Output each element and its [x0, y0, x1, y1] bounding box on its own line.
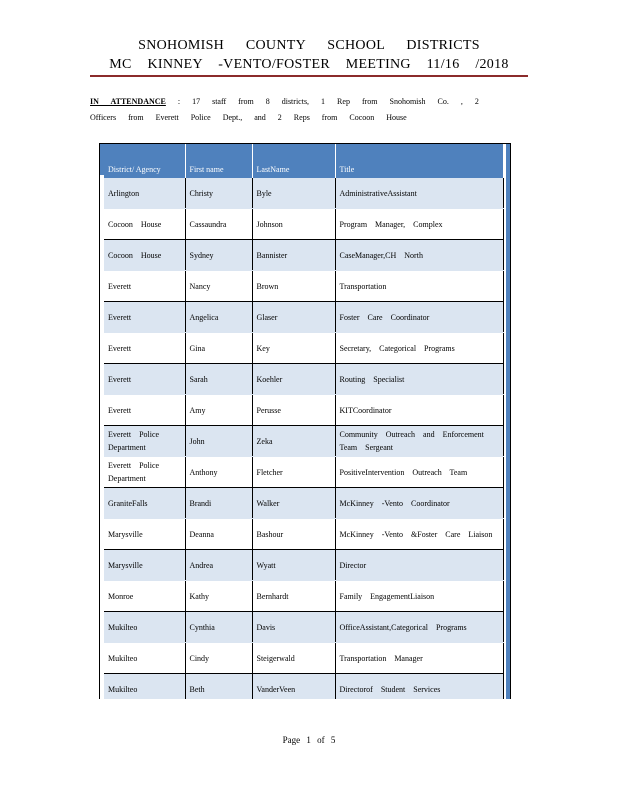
cell-district: Mukilteo: [104, 674, 185, 700]
table-row: [104, 488, 503, 519]
cell-last-name: Fletcher: [252, 457, 335, 488]
cell-last-name: Walker: [252, 488, 335, 519]
attendance-paragraph: [90, 94, 510, 126]
cell-title: Directorof Student Services: [335, 674, 503, 700]
cell-title: Transportation: [335, 271, 503, 302]
cell-title: KITCoordinator: [335, 395, 503, 426]
cell-first-name: Beth: [185, 674, 252, 700]
cell-last-name: Bannister: [252, 240, 335, 271]
cell-district: Mukilteo: [104, 643, 185, 674]
cell-last-name: Brown: [252, 271, 335, 302]
cell-first-name: Angelica: [185, 302, 252, 333]
page-number: Page 1 of 5: [282, 735, 336, 745]
cell-first-name: Cassaundra: [185, 209, 252, 240]
table-row: [104, 395, 503, 426]
cell-district: Marysville: [104, 550, 185, 581]
cell-last-name: Davis: [252, 612, 335, 643]
cell-last-name: Johnson: [252, 209, 335, 240]
cell-title: Program Manager, Complex: [335, 209, 503, 240]
table-row: [104, 240, 503, 271]
cell-title: Transportation Manager: [335, 643, 503, 674]
table-header-row: [104, 144, 503, 178]
cell-first-name: Nancy: [185, 271, 252, 302]
table-row: [104, 271, 503, 302]
meeting-title: MC KINNEY -VENTO/FOSTER MEETING 11/16 /2018: [109, 57, 509, 72]
cell-district: Cocoon House: [104, 209, 185, 240]
cell-district: Arlington: [104, 178, 185, 209]
cell-title: Secretary, Categorical Programs: [335, 333, 503, 364]
cell-district: Everett Police Department: [104, 426, 185, 457]
table-row: [104, 178, 503, 209]
cell-district: Everett: [104, 395, 185, 426]
attendance-label: IN ATTENDANCE: [90, 97, 166, 106]
table-row: [104, 426, 503, 457]
table-row: [104, 612, 503, 643]
cell-title: AdministrativeAssistant: [335, 178, 503, 209]
cell-last-name: Glaser: [252, 302, 335, 333]
table-right-accent: [506, 144, 510, 699]
attendee-table-frame: [99, 143, 511, 699]
cell-first-name: Brandi: [185, 488, 252, 519]
cell-title: Routing Specialist: [335, 364, 503, 395]
cell-district: Monroe: [104, 581, 185, 612]
cell-title: Foster Care Coordinator: [335, 302, 503, 333]
cell-title: McKinney -Vento Coordinator: [335, 488, 503, 519]
cell-last-name: VanderVeen: [252, 674, 335, 700]
cell-title: CaseManager,CH North: [335, 240, 503, 271]
table-row: [104, 209, 503, 240]
cell-district: Everett: [104, 302, 185, 333]
cell-last-name: Steigerwald: [252, 643, 335, 674]
cell-first-name: Christy: [185, 178, 252, 209]
cell-title: OfficeAssistant,Categorical Programs: [335, 612, 503, 643]
cell-first-name: Amy: [185, 395, 252, 426]
cell-last-name: Perusse: [252, 395, 335, 426]
table-row: [104, 333, 503, 364]
table-row: [104, 302, 503, 333]
cell-first-name: John: [185, 426, 252, 457]
cell-first-name: Gina: [185, 333, 252, 364]
cell-last-name: Koehler: [252, 364, 335, 395]
cell-first-name: Anthony: [185, 457, 252, 488]
table-row: [104, 550, 503, 581]
cell-last-name: Zeka: [252, 426, 335, 457]
cell-district: Cocoon House: [104, 240, 185, 271]
cell-title: McKinney -Vento &Foster Care Liaison: [335, 519, 503, 550]
column-header-last-name: LastName: [252, 144, 335, 178]
cell-district: Everett: [104, 333, 185, 364]
header-rule: [90, 75, 528, 77]
cell-first-name: Kathy: [185, 581, 252, 612]
cell-title: Family EngagementLiaison: [335, 581, 503, 612]
table-row: [104, 519, 503, 550]
cell-title: PositiveIntervention Outreach Team: [335, 457, 503, 488]
cell-last-name: Bernhardt: [252, 581, 335, 612]
column-header-title: Title: [335, 144, 503, 178]
attendee-table: [104, 144, 504, 699]
cell-title: Director: [335, 550, 503, 581]
cell-last-name: Bashour: [252, 519, 335, 550]
table-row: [104, 674, 503, 700]
cell-district: GraniteFalls: [104, 488, 185, 519]
cell-first-name: Cindy: [185, 643, 252, 674]
attendance-text: : 17 staff from 8 districts, 1 Rep from Snohomish Co. , 2 Officers from Everett Police Dept., and 2 Reps from Cocoon House: [90, 97, 479, 122]
cell-first-name: Deanna: [185, 519, 252, 550]
cell-last-name: Key: [252, 333, 335, 364]
table-row: [104, 581, 503, 612]
cell-first-name: Sydney: [185, 240, 252, 271]
cell-district: Everett: [104, 271, 185, 302]
cell-last-name: Wyatt: [252, 550, 335, 581]
column-header-first-name: First name: [185, 144, 252, 178]
document-title: SNOHOMISH COUNTY SCHOOL DISTRICTS: [138, 38, 480, 53]
cell-title: Community Outreach and Enforcement Team Sergeant: [335, 426, 503, 457]
cell-first-name: Cynthia: [185, 612, 252, 643]
column-header-district: District/ Agency: [104, 144, 185, 178]
cell-first-name: Andrea: [185, 550, 252, 581]
cell-first-name: Sarah: [185, 364, 252, 395]
document-header: [0, 36, 618, 74]
table-row: [104, 643, 503, 674]
cell-district: Mukilteo: [104, 612, 185, 643]
cell-district: Everett: [104, 364, 185, 395]
table-row: [104, 364, 503, 395]
cell-district: Marysville: [104, 519, 185, 550]
cell-district: Everett Police Department: [104, 457, 185, 488]
table-row: [104, 457, 503, 488]
cell-last-name: Byle: [252, 178, 335, 209]
